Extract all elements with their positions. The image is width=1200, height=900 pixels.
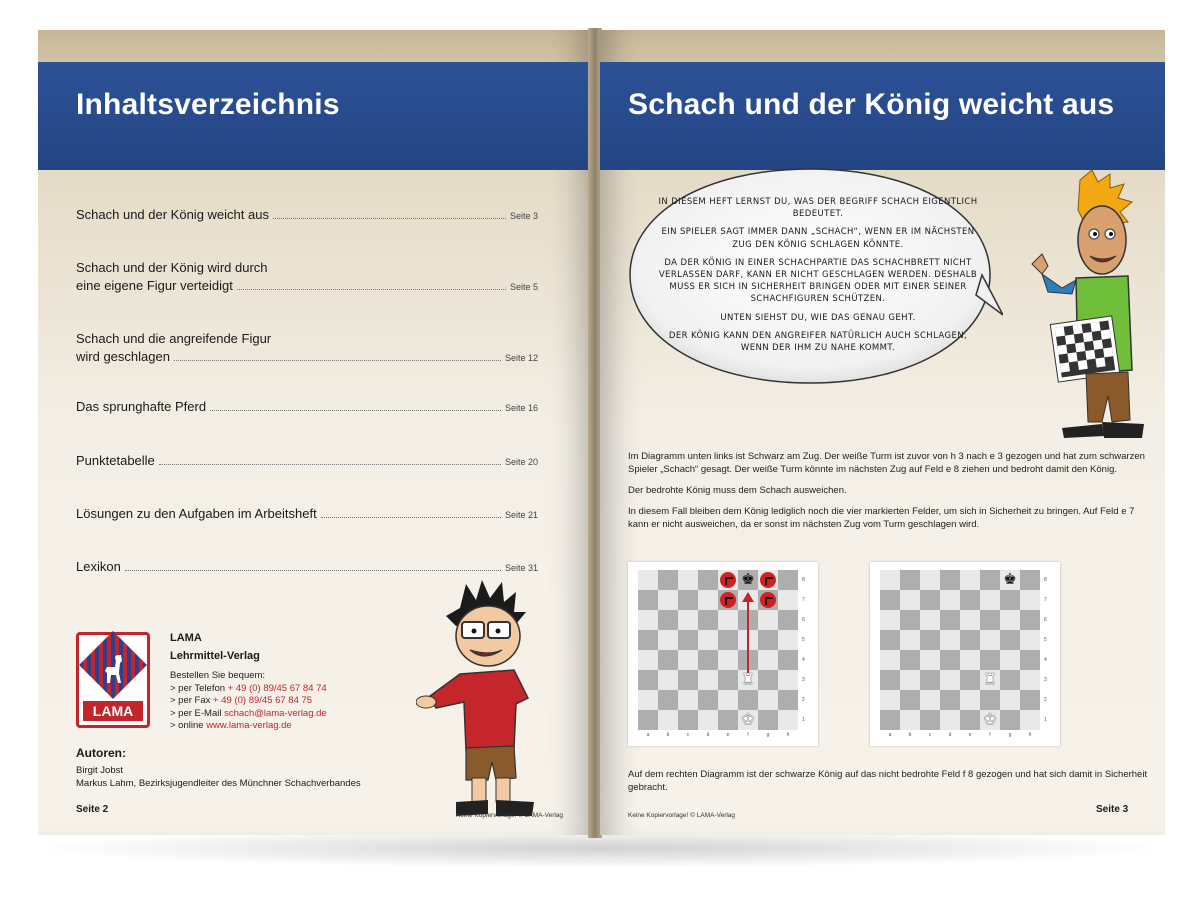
board-square xyxy=(880,610,900,630)
white-rook-piece: ♜ xyxy=(983,671,997,688)
copyright-note: Keine Kopiervorlage! © LAMA-Verlag xyxy=(456,812,564,819)
black-king-piece: ♚ xyxy=(1003,571,1017,588)
board-square xyxy=(1020,630,1040,650)
email-link[interactable]: schach@lama-verlag.de xyxy=(224,707,327,719)
board-square xyxy=(920,710,940,730)
board-square xyxy=(900,710,920,730)
board-square xyxy=(920,590,940,610)
page-title: Inhaltsverzeichnis xyxy=(76,88,340,121)
publisher-info xyxy=(170,632,327,733)
board-square xyxy=(900,630,920,650)
toc-item[interactable] xyxy=(76,559,538,577)
board-square xyxy=(960,650,980,670)
board-square xyxy=(1000,610,1020,630)
chess-diagram-left xyxy=(628,562,818,746)
toc-item-label: eine eigene Figur verteidigt xyxy=(76,278,233,293)
body-paragraph: Auf dem rechten Diagramm ist der schwarze König auf das nicht bedrohte Feld f 8 gezogen und hat sich damit in Sicherheit gebracht. xyxy=(628,769,1148,793)
boy-character-illustration xyxy=(416,578,556,828)
file-labels: a b c d e f g h xyxy=(888,732,1032,738)
board-square xyxy=(1020,690,1040,710)
board-square xyxy=(940,570,960,590)
phone-label: > per Telefon xyxy=(170,682,226,694)
board-square xyxy=(900,610,920,630)
order-info xyxy=(170,670,327,733)
white-rook-piece: ♜ xyxy=(741,671,755,688)
board-square xyxy=(960,710,980,730)
publisher-subname: Lehrmittel-Verlag xyxy=(170,650,260,662)
rank-labels: 8 7 6 5 4 3 2 1 xyxy=(802,577,805,723)
publisher-name: LAMA xyxy=(170,632,202,644)
board-square xyxy=(960,570,980,590)
fax-label: > per Fax xyxy=(170,695,211,706)
threat-arrow xyxy=(638,570,798,730)
email-label: > per E-Mail xyxy=(170,707,222,719)
board-square xyxy=(1020,710,1040,730)
page-number: Seite 3 xyxy=(1096,804,1129,815)
board-square xyxy=(980,590,1000,610)
board-square xyxy=(1020,610,1040,630)
conclusion-text xyxy=(628,768,1148,802)
board-square xyxy=(880,650,900,670)
board-square xyxy=(880,570,900,590)
board-square xyxy=(1000,630,1020,650)
board-square xyxy=(960,590,980,610)
board-square xyxy=(1020,650,1040,670)
rank-labels: 8 7 6 5 4 3 2 1 xyxy=(1044,577,1047,723)
board-square xyxy=(940,630,960,650)
board-square xyxy=(960,610,980,630)
bubble-paragraph: EIN SPIELER SAGT IMMER DANN „SCHACH“, WENN ER IM NÄCHSTEN ZUG DEN KÖNIG SCHLAGEN KÖNNTE. xyxy=(661,227,975,250)
board-square xyxy=(920,690,940,710)
board-square xyxy=(900,650,920,670)
man-character-illustration xyxy=(1002,170,1152,460)
bubble-paragraph: UNTEN SIEHST DU, WIE DAS GENAU GEHT. xyxy=(720,312,916,323)
toc-item[interactable] xyxy=(76,331,538,367)
toc-item[interactable] xyxy=(76,506,538,524)
toc-item-page: Seite 12 xyxy=(504,353,538,363)
llama-icon xyxy=(101,653,127,687)
lama-logo xyxy=(76,632,150,728)
toc-item-page: Seite 5 xyxy=(509,282,538,292)
board-square xyxy=(980,630,1000,650)
board-square xyxy=(880,710,900,730)
board-square xyxy=(940,690,960,710)
left-page xyxy=(38,30,590,835)
fax-number[interactable]: + 49 (0) 89/45 67 84 75 xyxy=(213,695,313,706)
board-square xyxy=(940,710,960,730)
board-square xyxy=(900,670,920,690)
board-square xyxy=(940,650,960,670)
speech-bubble-text xyxy=(658,196,978,360)
right-page xyxy=(600,30,1165,835)
toc-item-page: Seite 20 xyxy=(504,457,538,467)
board-square xyxy=(980,690,1000,710)
board-square xyxy=(1020,670,1040,690)
toc-item-label: Punktetabelle xyxy=(76,453,155,468)
board-square xyxy=(880,590,900,610)
left-title-band xyxy=(38,62,590,170)
toc-item[interactable] xyxy=(76,260,538,296)
toc-item[interactable] xyxy=(76,453,538,471)
page-title: Schach und der König weicht aus xyxy=(628,88,1115,121)
authors-heading: Autoren: xyxy=(76,746,126,760)
page-number: Seite 2 xyxy=(76,804,109,815)
board-square xyxy=(1000,650,1020,670)
bubble-paragraph: DA DER KÖNIG IN EINER SCHACHPARTIE DAS SCHACHBRETT NICHT VERLASSEN DARF, KANN ER NICHT GESCHLAGEN WERDEN. DESHALB MUSS ER SICH IN SICHERHEIT BRINGEN ODER MIT EINER SEINER SCHACHFIGUREN SCHÜTZEN. xyxy=(658,257,978,305)
board-square xyxy=(920,630,940,650)
board-square xyxy=(900,690,920,710)
board-square xyxy=(920,650,940,670)
board-square xyxy=(940,590,960,610)
board-square xyxy=(920,570,940,590)
board-square xyxy=(1000,670,1020,690)
board-square xyxy=(880,690,900,710)
board-square xyxy=(880,630,900,650)
toc-item-label: Lexikon xyxy=(76,559,121,574)
body-paragraph: Im Diagramm unten links ist Schwarz am Zug. Der weiße Turm ist zuvor von h 3 nach e 3 gezogen und hat zum schwarzen Spieler „Schach“ gesagt. Der weiße Turm könnte im nächsten Zug auf Feld e 8 ziehen und bedroht damit den König. xyxy=(628,451,1145,475)
board-square xyxy=(960,670,980,690)
toc-item[interactable] xyxy=(76,399,538,417)
toc-item-label: Schach und der König weicht aus xyxy=(76,207,269,222)
toc-item-label: Lösungen zu den Aufgaben im Arbeitsheft xyxy=(76,506,317,521)
board-square xyxy=(980,650,1000,670)
toc-item-page: Seite 3 xyxy=(509,211,538,221)
board-square xyxy=(1000,590,1020,610)
board-square xyxy=(920,610,940,630)
board-square xyxy=(900,590,920,610)
board-square xyxy=(980,570,1000,590)
toc-item[interactable] xyxy=(76,207,538,225)
copyright-note: Keine Kopiervorlage! © LAMA-Verlag xyxy=(628,812,736,819)
author-name: Birgit Jobst xyxy=(76,765,123,776)
logo-word: LAMA xyxy=(83,701,143,721)
web-label: > online xyxy=(170,720,204,731)
toc-item-label: Das sprunghafte Pferd xyxy=(76,399,207,414)
web-link[interactable]: www.lama-verlag.de xyxy=(206,720,292,731)
toc-item-label: Schach und der König wird durch xyxy=(76,260,268,275)
board-square xyxy=(900,570,920,590)
chessboard-grid xyxy=(880,570,1040,730)
authors-block xyxy=(76,746,361,790)
board-square xyxy=(1000,710,1020,730)
explanation-text xyxy=(628,450,1148,539)
board-square xyxy=(920,670,940,690)
toc-item-page: Seite 21 xyxy=(504,510,538,520)
toc-item-page: Seite 16 xyxy=(504,403,538,413)
white-king-piece: ♚ xyxy=(741,711,755,728)
author-name: Markus Lahm, Bezirksjugendleiter des Münchner Schachverbandes xyxy=(76,778,361,789)
file-labels: a b c d e f g h xyxy=(646,732,790,738)
board-square xyxy=(880,670,900,690)
body-paragraph: In diesem Fall bleiben dem König lediglich noch die vier markierten Felder, um sich in Sicherheit zu bringen. Auf Feld e 7 kann er nicht ausweichen, da er sonst im nächsten Zug vom Turm geschlagen wird. xyxy=(628,506,1135,530)
bubble-paragraph: IN DIESEM HEFT LERNST DU, WAS DER BEGRIFF SCHACH EIGENTLICH BEDEUTET. xyxy=(658,197,978,220)
board-square xyxy=(980,610,1000,630)
chessboard-grid xyxy=(638,570,798,730)
black-king-piece: ♚ xyxy=(741,571,755,588)
board-square xyxy=(1000,690,1020,710)
phone-number[interactable]: + 49 (0) 89/45 67 84 74 xyxy=(227,682,327,694)
board-square xyxy=(940,610,960,630)
board-square xyxy=(1020,570,1040,590)
right-title-band xyxy=(600,62,1165,170)
order-intro: Bestellen Sie bequem: xyxy=(170,670,266,681)
white-king-piece: ♚ xyxy=(983,711,997,728)
toc-item-label: Schach und die angreifende Figur xyxy=(76,331,272,346)
body-paragraph: Der bedrohte König muss dem Schach ausweichen. xyxy=(628,485,847,496)
board-square xyxy=(960,690,980,710)
toc-item-label: wird geschlagen xyxy=(76,349,170,364)
chess-diagram-right xyxy=(870,562,1060,746)
board-square xyxy=(1020,590,1040,610)
bubble-paragraph: DER KÖNIG KANN DEN ANGREIFER NATÜRLICH AUCH SCHLAGEN, WENN DER IHM ZU NAHE KOMMT. xyxy=(668,330,968,354)
board-square xyxy=(960,630,980,650)
toc-item-page: Seite 31 xyxy=(504,563,538,573)
board-square xyxy=(940,670,960,690)
